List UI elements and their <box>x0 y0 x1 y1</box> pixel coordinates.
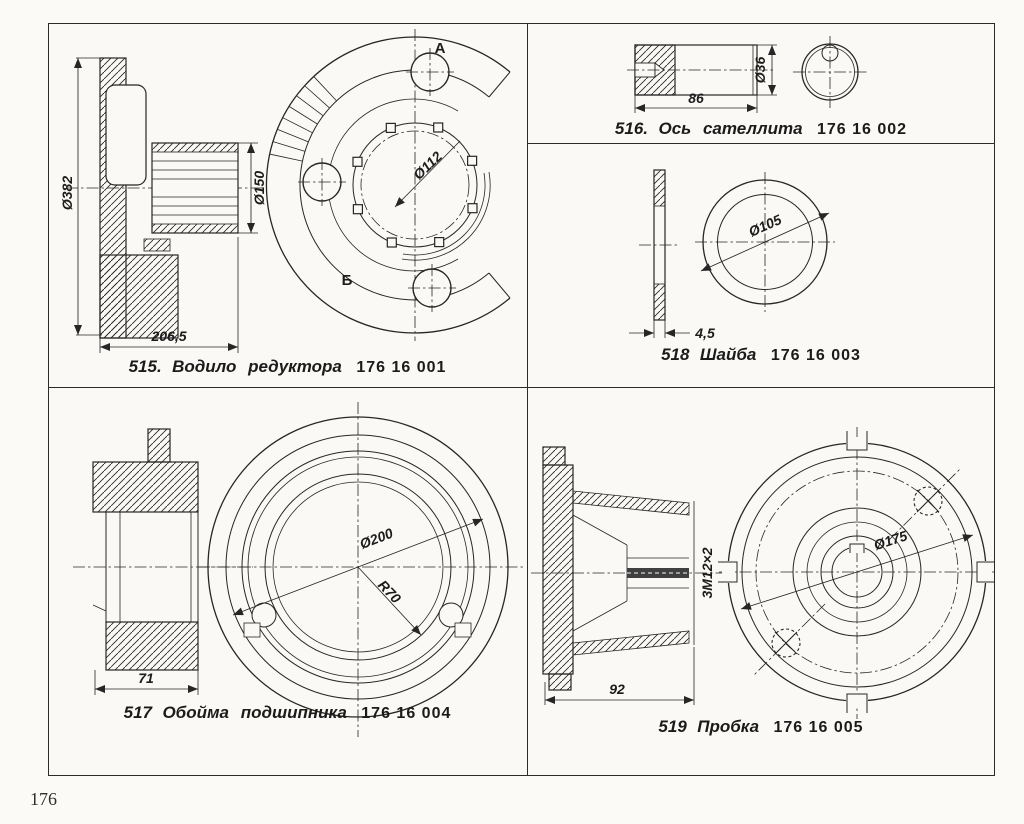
cell-518 <box>527 143 995 387</box>
dim-d200: Ø200 <box>357 524 396 552</box>
dim-thread-3m12: 3M12×2 <box>699 547 715 599</box>
part-number: 518 <box>661 345 690 364</box>
cell-515 <box>48 23 527 387</box>
part-number: 517 <box>123 703 152 722</box>
part-number: 516. <box>614 119 649 138</box>
dim-length-92: 92 <box>609 681 625 697</box>
part-518-side-view <box>629 170 715 341</box>
drawing-515 <box>48 23 527 387</box>
part-code: 176 16 002 <box>816 121 908 138</box>
dim-d175: Ø175 <box>871 527 910 554</box>
cell-519 <box>527 387 995 776</box>
dim-r70: R70 <box>374 576 405 607</box>
dim-d105: Ø105 <box>746 211 784 240</box>
dim-length-2065: 206,5 <box>151 328 187 344</box>
part-515-section-view <box>59 58 267 353</box>
part-code: 176 16 005 <box>773 719 864 736</box>
caption-519 <box>527 717 995 737</box>
cell-516 <box>527 23 995 143</box>
part-name: Ось сателлита <box>658 119 803 138</box>
part-name: Обойма подшипника <box>162 703 347 722</box>
part-517-front-view <box>198 402 523 737</box>
part-name: Водило редуктора <box>172 357 342 376</box>
caption-518 <box>527 345 995 365</box>
cell-517 <box>48 387 527 776</box>
part-name: Шайба <box>699 345 757 364</box>
caption-517 <box>48 703 527 723</box>
part-518-front-view <box>695 172 835 312</box>
part-code: 176 16 004 <box>361 705 452 722</box>
part-515-front-view <box>266 29 510 341</box>
part-516-end-view <box>793 36 867 108</box>
part-name: Пробка <box>697 717 760 736</box>
part-516-side-view <box>627 45 777 113</box>
dim-d150: Ø150 <box>251 170 267 206</box>
page-number: 176 <box>30 789 57 809</box>
dim-d382: Ø382 <box>59 175 75 211</box>
part-code: 176 16 003 <box>770 347 861 364</box>
dim-d36: Ø36 <box>752 56 768 84</box>
caption-515 <box>48 357 527 377</box>
dim-length-86: 86 <box>688 90 704 106</box>
part-519-front-view <box>718 427 995 719</box>
part-number: 515. <box>128 357 162 376</box>
dim-width-71: 71 <box>138 670 154 686</box>
part-code: 176 16 001 <box>356 359 447 376</box>
part-519-section-view <box>531 447 727 705</box>
view-label-a: А <box>434 40 446 57</box>
caption-516 <box>527 119 995 139</box>
view-label-b: Б <box>341 272 353 289</box>
part-number: 519 <box>658 717 687 736</box>
dim-d112: Ø112 <box>410 148 446 183</box>
dim-thickness-45: 4,5 <box>695 325 715 341</box>
